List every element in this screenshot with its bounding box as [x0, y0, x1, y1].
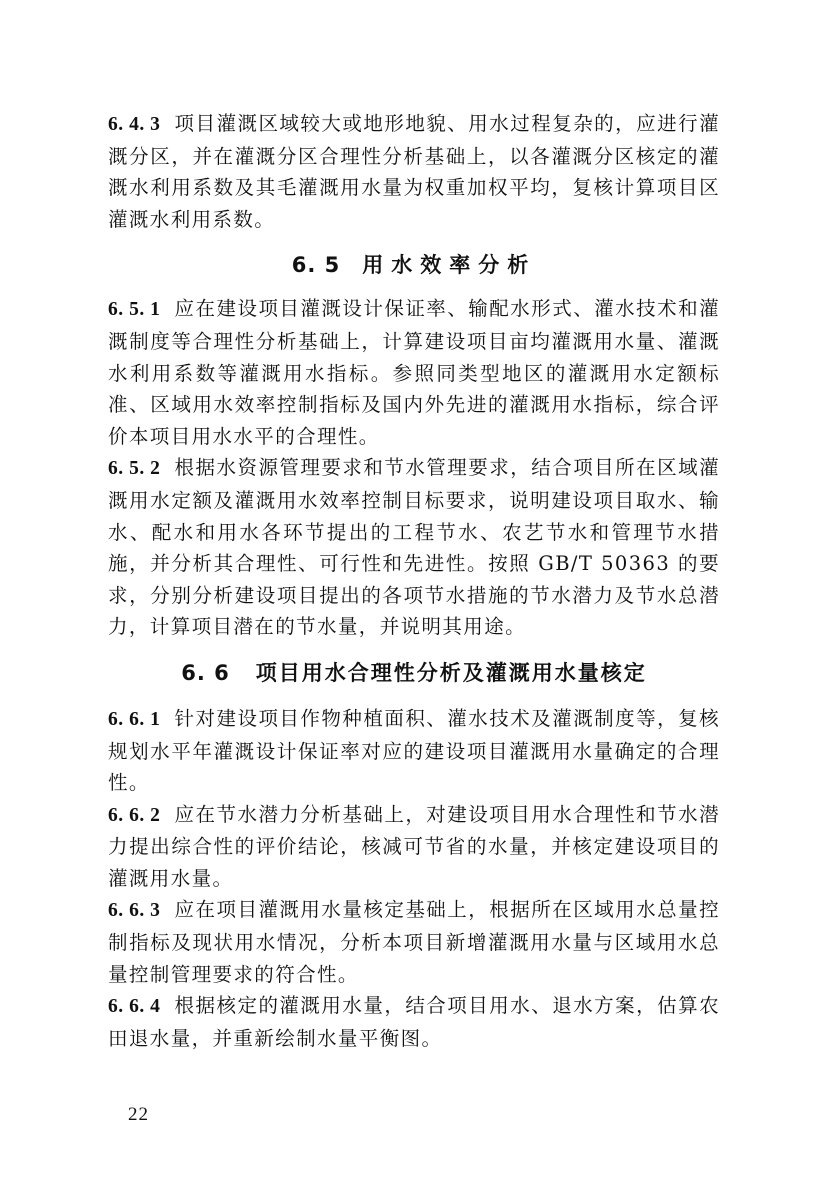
clause-text: 应在建设项目灌溉设计保证率、输配水形式、灌水技术和灌溉制度等合理性分析基础上，计算建设项目亩均灌溉用水量、灌溉水利用系数等灌溉用水指标。参照同类型地区的灌溉用水定额标准、区域用水效率控制指标及国内外先进的灌溉用水指标，综合评价本项目用水水平的合理性。 — [108, 297, 720, 448]
clause-text: 根据水资源管理要求和节水管理要求，结合项目所在区域灌溉用水定额及灌溉用水效率控制目标要求，说明建设项目取水、输水、配水和用水各环节提出的工程节水、农艺节水和管理节水措施，并分析其合理性、可行性和先进性。按照 GB/T 50363 的要求，分别分析建设项目提出的各项节水措施的节水潜力及节水总潜力，计算项目潜在的节水量，并说明其用途。 — [108, 456, 720, 639]
section-title: 用水效率分析 — [362, 253, 537, 278]
section-heading-6-5 — [108, 249, 720, 279]
clause-6-6-2 — [108, 799, 720, 895]
clause-number: 6. 6. 2 — [108, 804, 161, 826]
page-number: 22 — [128, 1104, 149, 1125]
clause-number: 6. 5. 1 — [108, 299, 161, 321]
clause-text: 应在项目灌溉用水量核定基础上，根据所在区域用水总量控制指标及现状用水情况，分析本项目新增灌溉用水量与区域用水总量控制管理要求的符合性。 — [108, 898, 720, 986]
clause-number: 6. 6. 3 — [108, 900, 161, 922]
clause-text: 应在节水潜力分析基础上，对建设项目用水合理性和节水潜力提出综合性的评价结论，核减可节省的水量，并核定建设项目的灌溉用水量。 — [108, 802, 720, 890]
clause-text: 项目灌溉区域较大或地形地貌、用水过程复杂的，应进行灌溉分区，并在灌溉分区合理性分析基础上，以各灌溉分区核定的灌溉水利用系数及其毛灌溉用水量为权重加权平均，复核计算项目区灌溉水利用系数。 — [108, 112, 720, 231]
section-number: 6. 6 — [181, 660, 230, 685]
clause-6-5-2 — [108, 452, 720, 643]
section-heading-6-6 — [108, 657, 720, 687]
clause-number: 6. 4. 3 — [108, 114, 161, 135]
clause-6-5-1 — [108, 293, 720, 452]
clause-text: 针对建设项目作物种植面积、灌水技术及灌溉制度等，复核规划水平年灌溉设计保证率对应的建设项目灌溉用水量确定的合理性。 — [108, 706, 720, 795]
document-page — [108, 108, 720, 1054]
clause-6-6-4 — [108, 990, 720, 1054]
clause-number: 6. 6. 1 — [108, 708, 161, 730]
section-number: 6. 5 — [291, 253, 341, 278]
clause-number: 6. 5. 2 — [108, 458, 161, 480]
clause-text: 根据核定的灌溉用水量，结合项目用水、退水方案，估算农田退水量，并重新绘制水量平衡图。 — [108, 994, 720, 1050]
section-title: 项目用水合理性分析及灌溉用水量核定 — [255, 660, 647, 685]
clause-6-6-3 — [108, 894, 720, 990]
clause-number: 6. 6. 4 — [108, 996, 161, 1018]
clause-6-6-1 — [108, 703, 720, 799]
clause-6-4-3 — [108, 108, 720, 235]
